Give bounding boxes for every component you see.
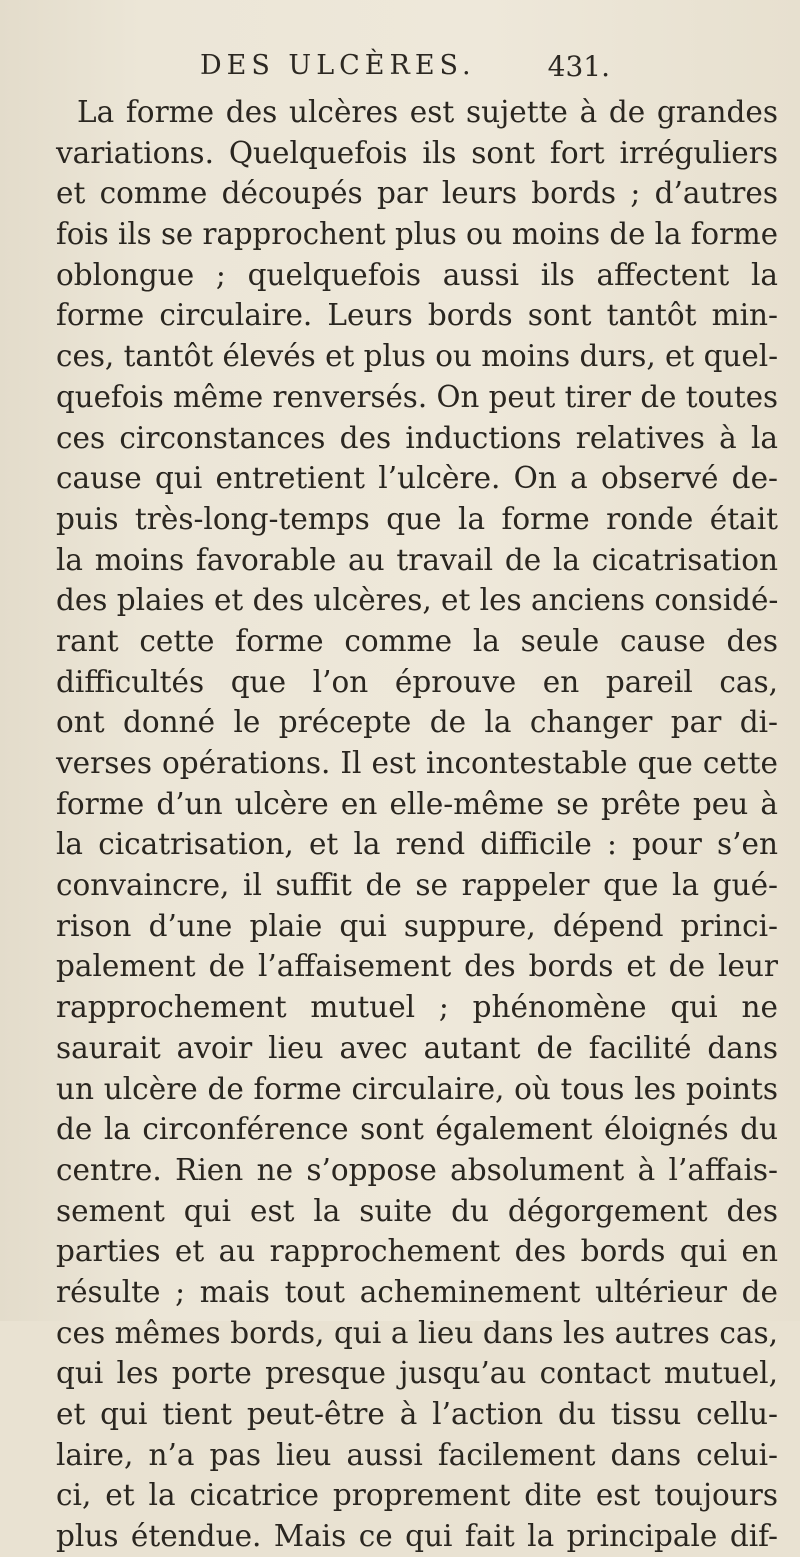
page-header [200, 50, 610, 90]
text-line: puis très-long-temps que la forme ronde était [56, 501, 778, 536]
text-line: et comme découpés par leurs bords ; d’autres [56, 176, 778, 211]
text-line: cause qui entretient l’ulcère. On a observé de- [56, 461, 778, 496]
text-line: convaincre, il suffit de se rappeler que la gué- [56, 868, 778, 903]
text-line: verses opérations. Il est incontestable que cette [56, 746, 778, 780]
text-line: saurait avoir lieu avec autant de facilité dans [56, 1030, 778, 1065]
text-line: plus étendue. Mais ce qui fait la principale dif- [56, 1519, 778, 1554]
text-line: rison d’une plaie qui suppure, dépend princi- [56, 908, 778, 943]
text-line: difficultés que l’on éprouve en pareil cas, [56, 664, 778, 699]
text-line: laire, n’a pas lieu aussi facilement dans celui- [56, 1437, 778, 1472]
text-line: ces mêmes bords, qui a lieu dans les autres cas, [56, 1315, 778, 1350]
text-line: ci, et la cicatrice proprement dite est toujours [56, 1478, 778, 1513]
text-line: un ulcère de forme circulaire, où tous les points [56, 1071, 778, 1106]
text-line: sement qui est la suite du dégorgement des [56, 1193, 778, 1228]
text-line: forme circulaire. Leurs bords sont tantôt min- [56, 298, 778, 333]
text-line: quefois même renversés. On peut tirer de toutes [56, 379, 779, 414]
text-line: de la circonférence sont également éloignés du [56, 1112, 778, 1147]
text-line: et qui tient peut-être à l’action du tissu cellu- [56, 1397, 778, 1431]
text-line: fois ils se rapprochent plus ou moins de la forme [56, 217, 778, 252]
text-line: des plaies et des ulcères, et les anciens considé- [56, 583, 779, 618]
text-line: forme d’un ulcère en elle-même se prête peu à [56, 786, 778, 821]
text-line: qui les porte presque jusqu’au contact mutuel, [56, 1356, 778, 1391]
text-line: rant cette forme comme la seule cause des [56, 623, 778, 658]
body-text [56, 92, 778, 1557]
text-line: oblongue ; quelquefois aussi ils affectent la [56, 257, 778, 292]
text-line: rapprochement mutuel ; phénomène qui ne [56, 990, 778, 1025]
text-line: ces, tantôt élevés et plus ou moins durs, et quel- [56, 339, 779, 374]
text-line: La forme des ulcères est sujette à de grandes [77, 95, 778, 129]
page-number: 431. [547, 50, 610, 83]
text-line: ces circonstances des inductions relatives à la [56, 420, 778, 455]
running-head: DES ULCÈRES. [200, 50, 476, 81]
text-line: la moins favorable au travail de la cicatrisation [56, 542, 778, 577]
text-line: parties et au rapprochement des bords qui en [56, 1234, 778, 1269]
text-line: palement de l’affaisement des bords et de leur [56, 949, 778, 984]
text-line: la cicatrisation, et la rend difficile : pour s’en [56, 827, 778, 862]
text-line: ont donné le précepte de la changer par di- [56, 705, 778, 740]
text-line: variations. Quelquefois ils sont fort irréguliers [56, 135, 778, 170]
text-line: résulte ; mais tout acheminement ultérieur de [56, 1274, 778, 1309]
text-line: centre. Rien ne s’oppose absolument à l’affais- [56, 1152, 778, 1187]
